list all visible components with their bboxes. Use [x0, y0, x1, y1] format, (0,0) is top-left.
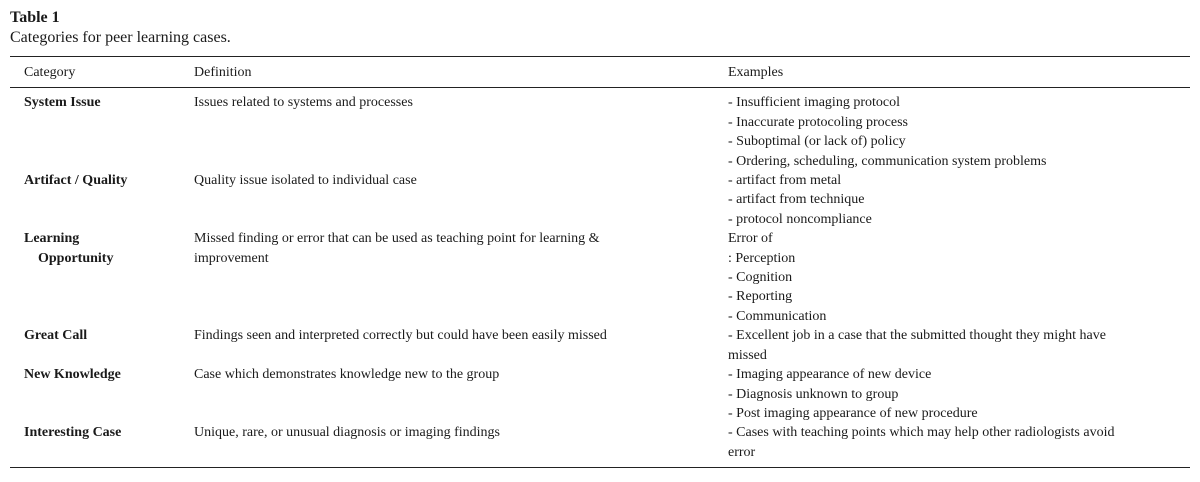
example-line: missed	[728, 347, 767, 363]
category-line: New Knowledge	[24, 367, 121, 383]
category-line: Great Call	[24, 328, 88, 344]
example-line: Error of	[728, 231, 773, 247]
table-row	[10, 229, 1190, 326]
definition-text: Issues related to systems and processes	[194, 95, 413, 111]
row-category	[10, 326, 180, 365]
example-line: - Cognition	[728, 270, 793, 286]
header-examples: Examples	[728, 65, 784, 80]
example-line: - Excellent job in a case that the submitted thought they might have	[728, 328, 1106, 344]
definition-text: Quality issue isolated to individual case	[194, 173, 417, 189]
category-line: Interesting Case	[24, 425, 122, 441]
row-category	[10, 229, 180, 326]
example-line: - Communication	[728, 308, 827, 324]
table-row	[10, 423, 1190, 462]
header-category: Category	[24, 65, 76, 80]
row-examples	[714, 171, 1190, 229]
definition-text: Unique, rare, or unusual diagnosis or imaging findings	[194, 425, 501, 441]
header-definition: Definition	[194, 65, 252, 80]
example-line: - Cases with teaching points which may help other radiologists avoid	[728, 425, 1115, 441]
definition-text: Case which demonstrates knowledge new to the group	[194, 367, 500, 383]
row-definition	[180, 423, 714, 462]
example-line: - Diagnosis unknown to group	[728, 386, 899, 402]
category-line: System Issue	[24, 95, 101, 111]
example-line: - Imaging appearance of new device	[728, 367, 932, 383]
example-line: - Insufficient imaging protocol	[728, 95, 900, 111]
row-definition	[180, 365, 714, 423]
row-definition	[180, 326, 714, 365]
category-line: Learning	[24, 231, 80, 247]
table-row	[10, 326, 1190, 365]
example-line: - artifact from technique	[728, 192, 865, 208]
row-category	[10, 365, 180, 423]
row-category	[10, 171, 180, 229]
example-line: - Suboptimal (or lack of) policy	[728, 134, 906, 150]
table-row	[10, 171, 1190, 229]
example-line: - Reporting	[728, 289, 793, 305]
example-line: - Post imaging appearance of new procedure	[728, 405, 978, 421]
table-row	[10, 93, 1190, 171]
row-examples	[714, 326, 1190, 365]
row-examples	[714, 423, 1190, 462]
definition-text: Findings seen and interpreted correctly but could have been easily missed	[194, 328, 607, 344]
category-line: Opportunity	[38, 250, 114, 266]
definition-text: Missed finding or error that can be used as teaching point for learning &	[194, 231, 600, 247]
table-container	[10, 8, 1190, 468]
row-definition	[180, 93, 714, 171]
table-label: Table 1	[10, 9, 60, 26]
example-line: - artifact from metal	[728, 173, 842, 189]
table-row	[10, 365, 1190, 423]
category-line: Artifact / Quality	[24, 173, 128, 189]
table-bottom-rule	[10, 467, 1190, 468]
table-header-row	[10, 57, 1190, 87]
example-line: - protocol noncompliance	[728, 211, 872, 227]
table-body	[10, 88, 1190, 467]
row-examples	[714, 365, 1190, 423]
definition-text: improvement	[194, 250, 269, 266]
example-line: - Inaccurate protocoling process	[728, 114, 908, 130]
row-definition	[180, 229, 714, 326]
table-caption: Categories for peer learning cases.	[10, 29, 231, 46]
example-line: error	[728, 444, 756, 460]
row-definition	[180, 171, 714, 229]
example-line: : Perception	[728, 250, 796, 266]
row-examples	[714, 229, 1190, 326]
row-category	[10, 93, 180, 171]
example-line: - Ordering, scheduling, communication system problems	[728, 153, 1047, 169]
row-examples	[714, 93, 1190, 171]
row-category	[10, 423, 180, 462]
